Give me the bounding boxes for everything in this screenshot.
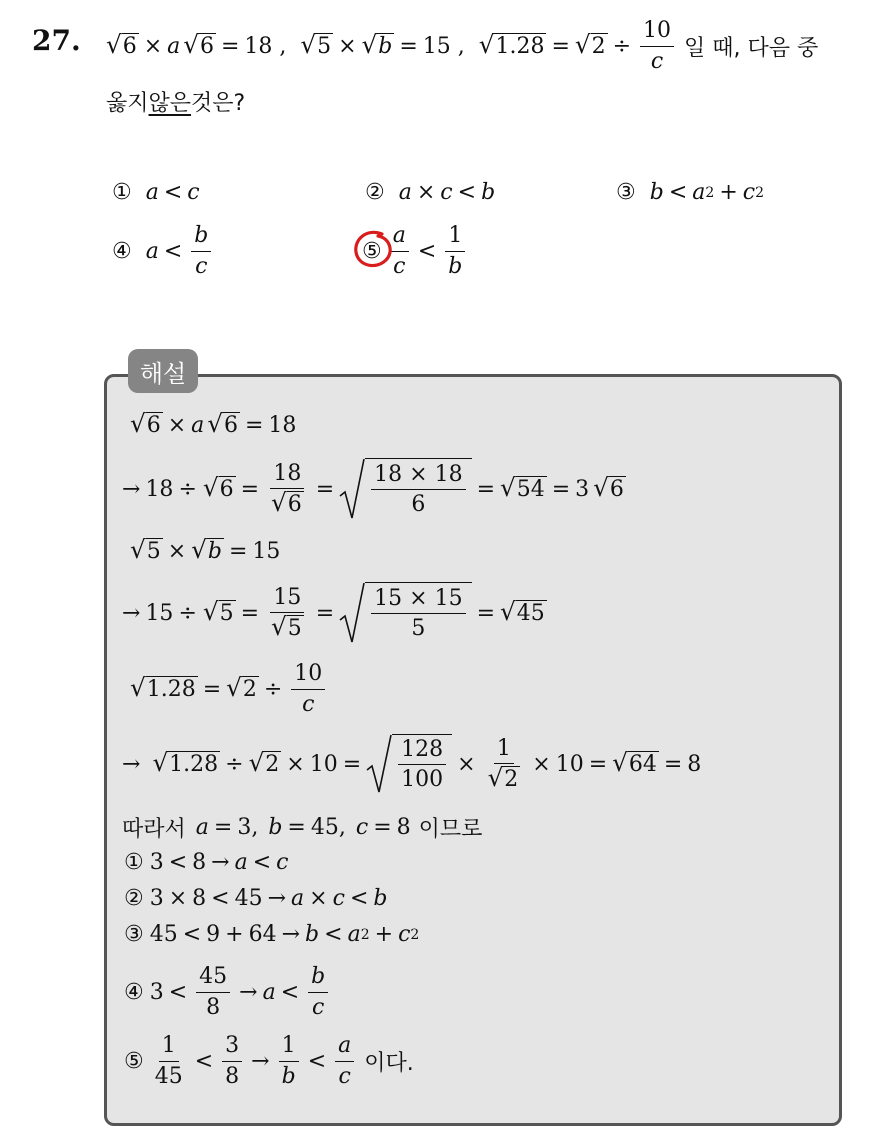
question-line-1: √ 6 × a √ 6 = 18 , √ 5 × √ b = 15 , √ 1.28 = √ 2 ÷ $\frac{10}{c}$ 일 때, 다음 중 [106, 18, 819, 74]
question-line-2 [106, 86, 245, 117]
choice-4[interactable]: ④ a < $\frac{b}{c}$ [112, 222, 215, 280]
check-4: ④ 3 < $\frac{45}{8}$ → a < $\frac{b}{c}$ [124, 962, 332, 1022]
check-marker: ② [124, 886, 144, 911]
question-number: 27. [32, 24, 81, 57]
answer-circle-mark [352, 228, 394, 272]
choice-2[interactable]: ② a × c < b [365, 180, 496, 205]
choice-marker: ② [365, 180, 385, 205]
conclusion-suffix: 이므로 [418, 817, 483, 842]
check-3: ③ 45 < 9 + 64 → b < a 2 + c 2 [124, 922, 420, 947]
choice-marker: ⑤ [362, 238, 382, 264]
choice-1[interactable]: ① a < c [112, 180, 200, 205]
solution-line-1: √ 6 × a √ 6 = 18 [130, 409, 297, 438]
question-text-end: 것은? [191, 91, 246, 116]
check-1: ① 3 < 8 → a < c [124, 850, 289, 875]
choice-marker: ③ [616, 180, 636, 205]
choice-3[interactable]: ③ b < a 2 + c 2 [616, 180, 764, 205]
conclusion-prefix: 따라서 [122, 817, 186, 842]
question-text: 옳지 [106, 91, 149, 116]
solution-line-4: → 15 ÷ √ 5 = 15 √ 5 = $\frac{15 \times 15}{5}$ = √ 45 [122, 580, 547, 646]
choice-5[interactable]: ⑤ $\frac{a}{c}$ < $\frac{1}{b}$ [362, 222, 469, 280]
solution-line-3: √ 5 × √ b = 15 [130, 535, 281, 564]
underlined-word: 않은 [148, 91, 192, 116]
check-marker: ① [124, 850, 144, 875]
check-marker: ④ [124, 979, 144, 1005]
choice-marker: ① [112, 180, 132, 205]
check-2: ② 3 × 8 < 45 → a × c < b [124, 886, 388, 911]
solution-line-5: √ 1.28 = √ 2 ÷ $\frac{10}{c}$ [130, 656, 329, 722]
question-suffix: 일 때, 다음 중 [684, 35, 819, 61]
ending-text: 이다. [364, 1050, 414, 1076]
check-marker: ⑤ [124, 1048, 144, 1074]
conclusion-line: 따라서 a = 3, b = 45, c = 8 이므로 [122, 812, 482, 843]
solution-line-2: → 18 ÷ √ 6 = 18 √ 6 = $\frac{18 \times 18}{6}$ = √ 54 = 3 √ 6 [122, 456, 626, 522]
choice-marker: ④ [112, 238, 132, 264]
solution-line-6: → √ 1.28 ÷ √ 2 × 10 = $\frac{128}{100}$ × 1 √ 2 × 10 = √ 64 = 8 [122, 735, 702, 792]
explanation-tag: 해설 [128, 349, 198, 393]
check-5: ⑤ $\frac{1}{45}$ < $\frac{3}{8}$ → $\frac{1}{b}$ < $\frac{a}{c}$ 이다. [124, 1033, 414, 1089]
check-marker: ③ [124, 922, 144, 947]
